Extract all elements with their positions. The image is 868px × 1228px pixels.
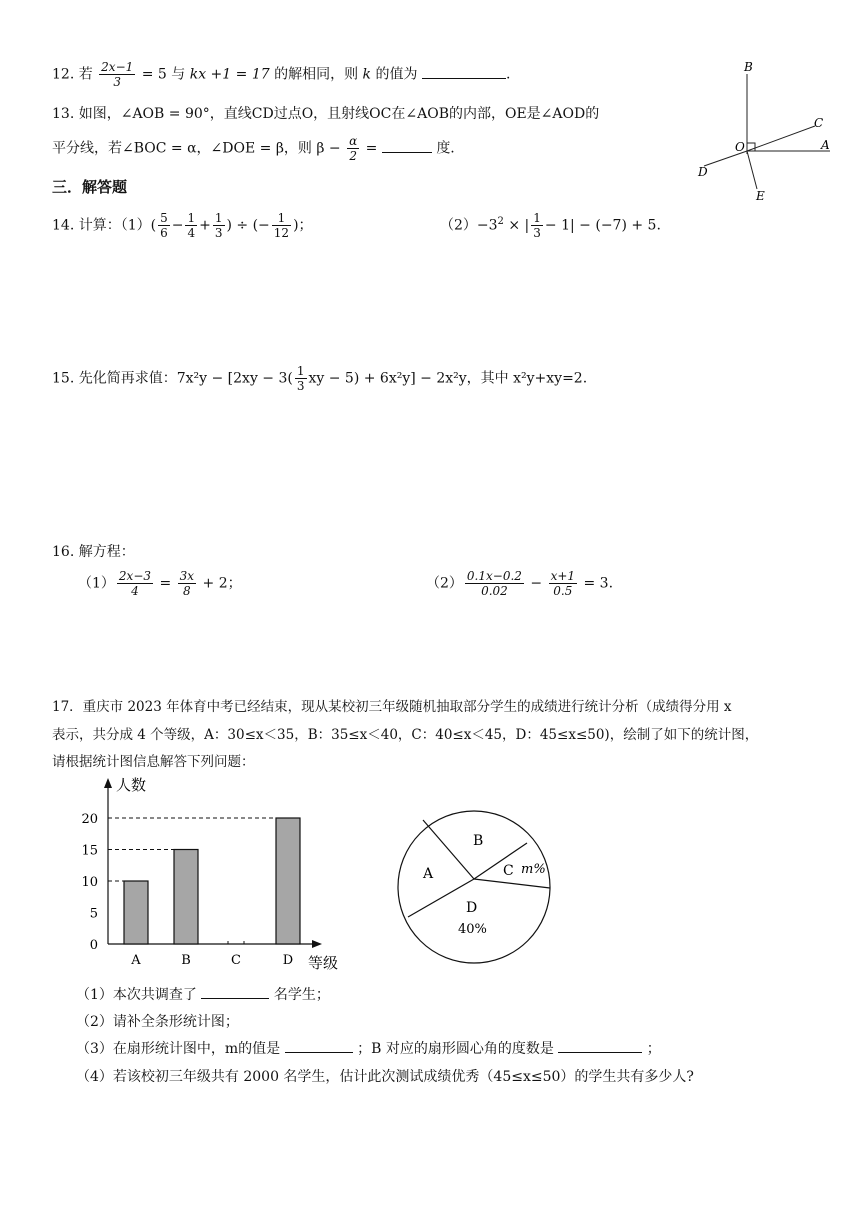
question-17-sub2: （2）请补全条形统计图； bbox=[76, 1014, 239, 1030]
question-16-part2 bbox=[426, 569, 613, 598]
numerator: 1 bbox=[187, 211, 196, 225]
question-13-line1 bbox=[52, 103, 599, 123]
text: ) ÷ (− bbox=[226, 217, 270, 234]
fraction bbox=[531, 211, 543, 240]
text: 平分线，若∠BOC = α，∠DOE = β，则 β − bbox=[52, 140, 341, 157]
text: )； bbox=[293, 217, 313, 234]
denominator: 12 bbox=[273, 226, 290, 240]
bar bbox=[124, 881, 148, 944]
answer-blank[interactable] bbox=[201, 984, 269, 999]
text: 若 bbox=[78, 66, 93, 83]
question-16-title bbox=[52, 541, 135, 561]
y-tick-label: 5 bbox=[89, 906, 98, 922]
numerator: 3x bbox=[179, 569, 195, 583]
pie-slice-value-d: 40% bbox=[458, 922, 487, 937]
label-d: D bbox=[698, 165, 708, 179]
pie-chart bbox=[390, 805, 560, 970]
text: （1）本次共调查了 bbox=[76, 987, 197, 1003]
fraction bbox=[185, 211, 197, 240]
y-axis-arrow bbox=[104, 778, 112, 788]
text: 的值为 bbox=[375, 66, 418, 83]
fraction bbox=[295, 364, 307, 393]
label-o: O bbox=[735, 140, 745, 154]
text: = bbox=[365, 140, 378, 157]
text: + 2； bbox=[202, 575, 242, 592]
question-number: 14. bbox=[52, 217, 75, 234]
question-17-sub4: （4）若该校初三年级共有 2000 名学生，估计此次测试成绩优秀（45≤x≤50）的学生共有多少人? bbox=[76, 1069, 694, 1085]
text: 如图，∠AOB = 90°，直线CD过点O，且射线OC在∠AOB的内部，OE是∠AOD的 bbox=[78, 106, 600, 122]
question-17-line3: 请根据统计图信息解答下列问题： bbox=[52, 754, 255, 770]
y-tick-label: 20 bbox=[81, 812, 98, 827]
question-17-line2: 表示，共分成 4 个等级，A：30≤x＜35，B：35≤x＜40，C：40≤x＜45，D：45≤x≤50)，绘制了如下的统计图， bbox=[52, 727, 759, 743]
denominator: 2 bbox=[349, 149, 357, 163]
question-number: 12. bbox=[52, 66, 75, 83]
text: = 5 与 bbox=[141, 66, 186, 83]
answer-blank[interactable] bbox=[558, 1038, 642, 1053]
text: ；B 对应的扇形圆心角的度数是 bbox=[357, 1041, 554, 1057]
text: ； bbox=[646, 1041, 661, 1057]
numerator: 1 bbox=[214, 211, 223, 225]
x-axis-arrow bbox=[312, 940, 322, 948]
denominator: 0.5 bbox=[553, 584, 573, 598]
label-a: A bbox=[821, 138, 830, 152]
numerator: x+1 bbox=[550, 569, 576, 583]
numerator: 2x−1 bbox=[101, 60, 134, 74]
fraction bbox=[465, 569, 524, 598]
question-16-part1 bbox=[78, 569, 242, 598]
fraction bbox=[213, 211, 225, 240]
question-number: 13. bbox=[52, 106, 75, 122]
question-14-part2 bbox=[440, 211, 661, 240]
pie-slice-label-b: B bbox=[473, 833, 484, 849]
y-tick-label: 15 bbox=[81, 843, 98, 859]
text: 解方程： bbox=[78, 544, 135, 560]
text: （2）−3 bbox=[440, 217, 498, 234]
text: 先化简再求值：7x²y − [2xy − 3( bbox=[78, 370, 293, 387]
question-12: 12. 若 $\frac{2x-1}{3}$ = 5 与 kx +1 = 17 的解相同，则 k 的值为 . bbox=[52, 60, 511, 89]
denominator: 6 bbox=[160, 226, 168, 240]
question-13-line2 bbox=[52, 134, 455, 163]
text: xy − 5) + 6x²y] − 2x²y，其中 x²y+xy=2. bbox=[308, 370, 588, 387]
denominator: 3 bbox=[113, 75, 122, 89]
question-15 bbox=[52, 364, 587, 393]
fraction bbox=[549, 569, 577, 598]
text: （1） bbox=[78, 575, 115, 592]
text: ( bbox=[150, 217, 157, 234]
denominator: 3 bbox=[533, 226, 541, 240]
question-17-sub1 bbox=[76, 984, 330, 1004]
pie-slice-label-a: A bbox=[423, 866, 434, 882]
text: （2） bbox=[426, 575, 463, 592]
label-e: E bbox=[756, 189, 765, 203]
text: − bbox=[171, 217, 184, 234]
variable: k bbox=[362, 66, 372, 83]
fraction bbox=[158, 211, 170, 240]
y-tick-label: 10 bbox=[81, 875, 98, 890]
pie-slice-label-d: D bbox=[466, 900, 478, 916]
denominator: 4 bbox=[187, 226, 196, 240]
y-axis-label: 人数 bbox=[116, 776, 147, 794]
text: − 1| − (−7) + 5. bbox=[544, 217, 661, 234]
fraction bbox=[99, 60, 135, 89]
text: = bbox=[159, 575, 172, 592]
fraction bbox=[117, 569, 153, 598]
text: 的解相同，则 bbox=[274, 66, 359, 83]
text: + bbox=[199, 217, 211, 234]
text: （3）在扇形统计图中，m的值是 bbox=[76, 1041, 281, 1057]
text: = 3. bbox=[583, 575, 614, 592]
text: × | bbox=[503, 217, 530, 234]
answer-blank[interactable] bbox=[382, 138, 432, 153]
fraction bbox=[178, 569, 196, 598]
bar bbox=[276, 818, 300, 944]
bar bbox=[174, 850, 198, 945]
pie-slice-label-c: C bbox=[503, 863, 514, 879]
denominator: 3 bbox=[296, 379, 305, 393]
answer-blank[interactable] bbox=[285, 1038, 353, 1053]
numerator: 5 bbox=[160, 211, 168, 225]
question-14-part1 bbox=[52, 211, 313, 240]
denominator: 8 bbox=[183, 584, 191, 598]
question-17-sub3 bbox=[76, 1038, 661, 1058]
numerator: 1 bbox=[296, 364, 305, 378]
x-tick-label: A bbox=[131, 953, 141, 968]
answer-blank[interactable] bbox=[422, 64, 506, 79]
x-axis-label: 等级 bbox=[308, 954, 339, 972]
section-title: 三．解答题 bbox=[52, 178, 128, 196]
fraction bbox=[347, 134, 359, 163]
angle-figure bbox=[690, 56, 840, 206]
numerator: α bbox=[349, 134, 358, 148]
denominator: 0.02 bbox=[481, 584, 508, 598]
text: 名学生； bbox=[273, 987, 330, 1003]
equation: kx +1 = 17 bbox=[189, 66, 270, 83]
denominator: 3 bbox=[214, 226, 223, 240]
ray-oe bbox=[747, 151, 757, 189]
pie-slice-value-c: m% bbox=[521, 862, 546, 877]
bar-chart bbox=[60, 770, 360, 980]
text: − bbox=[530, 575, 543, 592]
text: 度. bbox=[436, 140, 455, 157]
x-tick-label: D bbox=[282, 953, 294, 968]
label-c: C bbox=[814, 116, 824, 130]
numerator: 0.1x−0.2 bbox=[466, 569, 522, 583]
ray-oc bbox=[747, 126, 815, 151]
exponent: 2 bbox=[497, 215, 504, 227]
text: 计算：（1） bbox=[78, 217, 151, 234]
y-tick-label: 0 bbox=[89, 938, 98, 953]
denominator: 4 bbox=[131, 584, 139, 598]
numerator: 1 bbox=[272, 211, 291, 226]
numerator: 1 bbox=[533, 211, 541, 225]
fraction bbox=[272, 211, 291, 240]
question-number: 16. bbox=[52, 544, 75, 560]
x-tick-label: B bbox=[181, 953, 191, 968]
question-17-line1: 17．重庆市 2023 年体育中考已经结束，现从某校初三年级随机抽取部分学生的成绩进行统计分析（成绩得分用 x bbox=[52, 699, 732, 715]
x-tick-label: C bbox=[231, 953, 241, 968]
numerator: 2x−3 bbox=[118, 569, 152, 583]
question-number: 15. bbox=[52, 370, 75, 387]
label-b: B bbox=[744, 60, 753, 74]
